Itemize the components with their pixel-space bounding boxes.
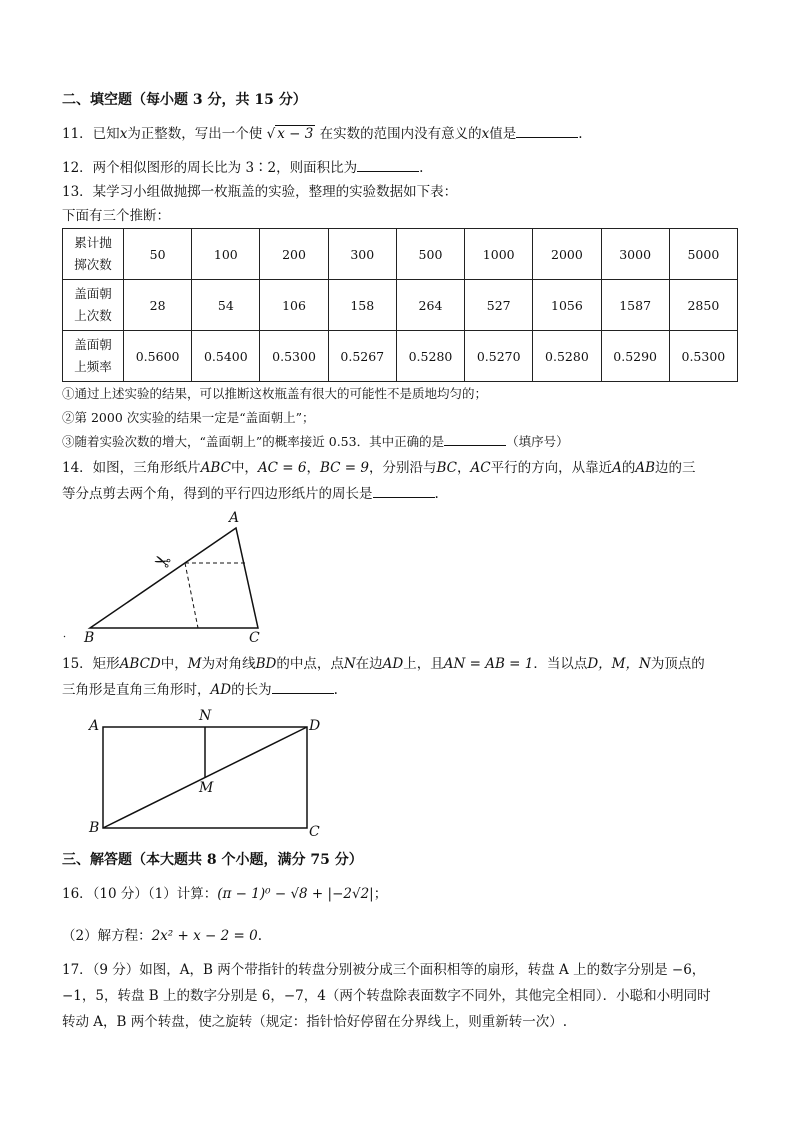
question-12	[62, 158, 423, 178]
question-15-line-2: 三角形是直角三角形时，AD的长为 .	[62, 682, 338, 698]
table-cell: 28	[124, 280, 192, 331]
q12-end: .	[419, 160, 424, 176]
table-cell: 500	[396, 229, 464, 280]
question-11	[62, 124, 583, 144]
table-cell: 0.5267	[328, 331, 396, 382]
q13-inference-2: ②第 2000 次实验的结果一定是“盖面朝上”；	[62, 410, 315, 425]
table-cell: 0.5300	[260, 331, 328, 382]
table-row-frequency	[63, 331, 738, 382]
q11-sqrt: √ x − 3	[266, 126, 314, 142]
q16-expression-1: (π − 1)⁰ − √8 + |−2√2|	[217, 886, 374, 902]
question-15-line-1: 15．矩形ABCD中，M为对角线BD的中点，点N在边AD上，且AN = AB = 1．当以点D，M，N为顶点的	[62, 656, 705, 672]
table-cell: 527	[465, 280, 533, 331]
table-cell: 0.5300	[669, 331, 737, 382]
section-3-heading: 三、解答题（本大题共 8 个小题，满分 75 分）	[62, 852, 363, 868]
table-cell: 0.5280	[396, 331, 464, 382]
table-cell: 1056	[533, 280, 601, 331]
q14-label-b: B	[84, 630, 95, 646]
q15-label-a: A	[89, 718, 100, 734]
q13-intro: 13．某学习小组做抛掷一枚瓶盖的实验，整理的实验数据如下表：	[62, 184, 458, 200]
q13-intro2: 下面有三个推断：	[62, 208, 170, 224]
table-cell: 0.5270	[465, 331, 533, 382]
q11-var2: x	[481, 126, 490, 142]
q15-label-n: N	[199, 708, 212, 724]
tick-mark	[64, 636, 65, 637]
q11-text-mid: 为正整数，写出一个使	[127, 126, 263, 142]
q15-rectangle-figure	[90, 712, 320, 842]
table-cell: 1000	[465, 229, 533, 280]
table-cell: 2850	[669, 280, 737, 331]
q12-answer-blank[interactable]	[357, 158, 419, 172]
question-16-part-1: 16．（10 分）（1）计算：(π − 1)⁰ − √8 + |−2√2|；	[62, 886, 388, 902]
q13-inference-3: ③随着实验次数的增大，“盖面朝上”的概率接近 0.53．其中正确的是 （填序号）	[62, 434, 569, 449]
q15-label-d: D	[309, 718, 321, 734]
table-cell: 158	[328, 280, 396, 331]
q11-text-before: 11．已知	[62, 126, 120, 142]
table-cell: 50	[124, 229, 192, 280]
q11-text-mid2: 在实数的范围内没有意义的	[319, 126, 482, 142]
table-row-heads-up	[63, 280, 738, 331]
q15-label-b: B	[89, 820, 100, 836]
triangle-abc	[90, 528, 258, 628]
table-cell: 3000	[601, 229, 669, 280]
q14-triangle-figure	[60, 510, 280, 650]
table-cell: 2000	[533, 229, 601, 280]
table-row-throws	[63, 229, 738, 280]
q16-equation: 2x² + x − 2 = 0	[151, 928, 258, 944]
table-cell: 0.5290	[601, 331, 669, 382]
table-cell: 0.5280	[533, 331, 601, 382]
table-cell: 264	[396, 280, 464, 331]
scissors-icon: ✂	[150, 546, 175, 576]
q15-label-m: M	[199, 780, 214, 796]
q13-data-table	[62, 228, 738, 382]
section-2-heading: 二、填空题（每小题 3 分，共 15 分）	[62, 92, 307, 108]
q11-answer-blank[interactable]	[516, 124, 578, 138]
table-cell: 5000	[669, 229, 737, 280]
question-17-line-1: 17．（9 分）如图，A，B 两个带指针的转盘分别被分成三个面积相等的扇形，转盘 A 上的数字分别是 −6，	[62, 962, 706, 978]
table-cell: 1587	[601, 280, 669, 331]
cut-line-parallel-ac	[185, 563, 198, 628]
row-header-frequency: 盖面朝 上频率	[63, 331, 124, 382]
table-cell: 200	[260, 229, 328, 280]
table-cell: 300	[328, 229, 396, 280]
table-cell: 0.5400	[192, 331, 260, 382]
q14-label-a: A	[229, 510, 240, 526]
q12-text: 12．两个相似图形的周长比为 3∶2，则面积比为	[62, 160, 358, 176]
table-cell: 0.5600	[124, 331, 192, 382]
table-cell: 100	[192, 229, 260, 280]
row-header-heads-up: 盖面朝 上次数	[63, 280, 124, 331]
row-header-throws: 累计抛 掷次数	[63, 229, 124, 280]
table-cell: 106	[260, 280, 328, 331]
q15-answer-blank[interactable]	[272, 680, 334, 694]
q14-label-c: C	[249, 630, 260, 646]
q15-label-c: C	[309, 824, 320, 840]
q13-inference-1: ①通过上述实验的结果，可以推断这枚瓶盖有很大的可能性不是质地均匀的；	[62, 386, 488, 401]
q14-answer-blank[interactable]	[373, 484, 435, 498]
q11-var: x	[119, 126, 128, 142]
question-17-line-2: −1，5，转盘 B 上的数字分别是 6，−7，4（两个转盘除表面数字不同外，其他完全相同）．小聪和小明同时	[62, 988, 711, 1004]
question-17-line-3: 转动 A，B 两个转盘，使之旋转（规定：指针恰好停留在分界线上，则重新转一次）.	[62, 1014, 568, 1030]
question-14-line-1: 14．如图，三角形纸片ABC中，AC = 6，BC = 9，分别沿与BC，AC平行的方向，从靠近A的AB边的三	[62, 460, 696, 476]
q11-end: .	[578, 126, 583, 142]
q11-text-after: 值是	[489, 126, 517, 142]
q13-answer-blank[interactable]	[444, 432, 506, 446]
q11-sqrt-expr: x − 3	[277, 126, 314, 142]
question-14-line-2: 等分点剪去两个角，得到的平行四边形纸片的周长是 .	[62, 486, 439, 502]
question-16-part-2: （2）解方程：2x² + x − 2 = 0.	[62, 928, 262, 944]
table-cell: 54	[192, 280, 260, 331]
